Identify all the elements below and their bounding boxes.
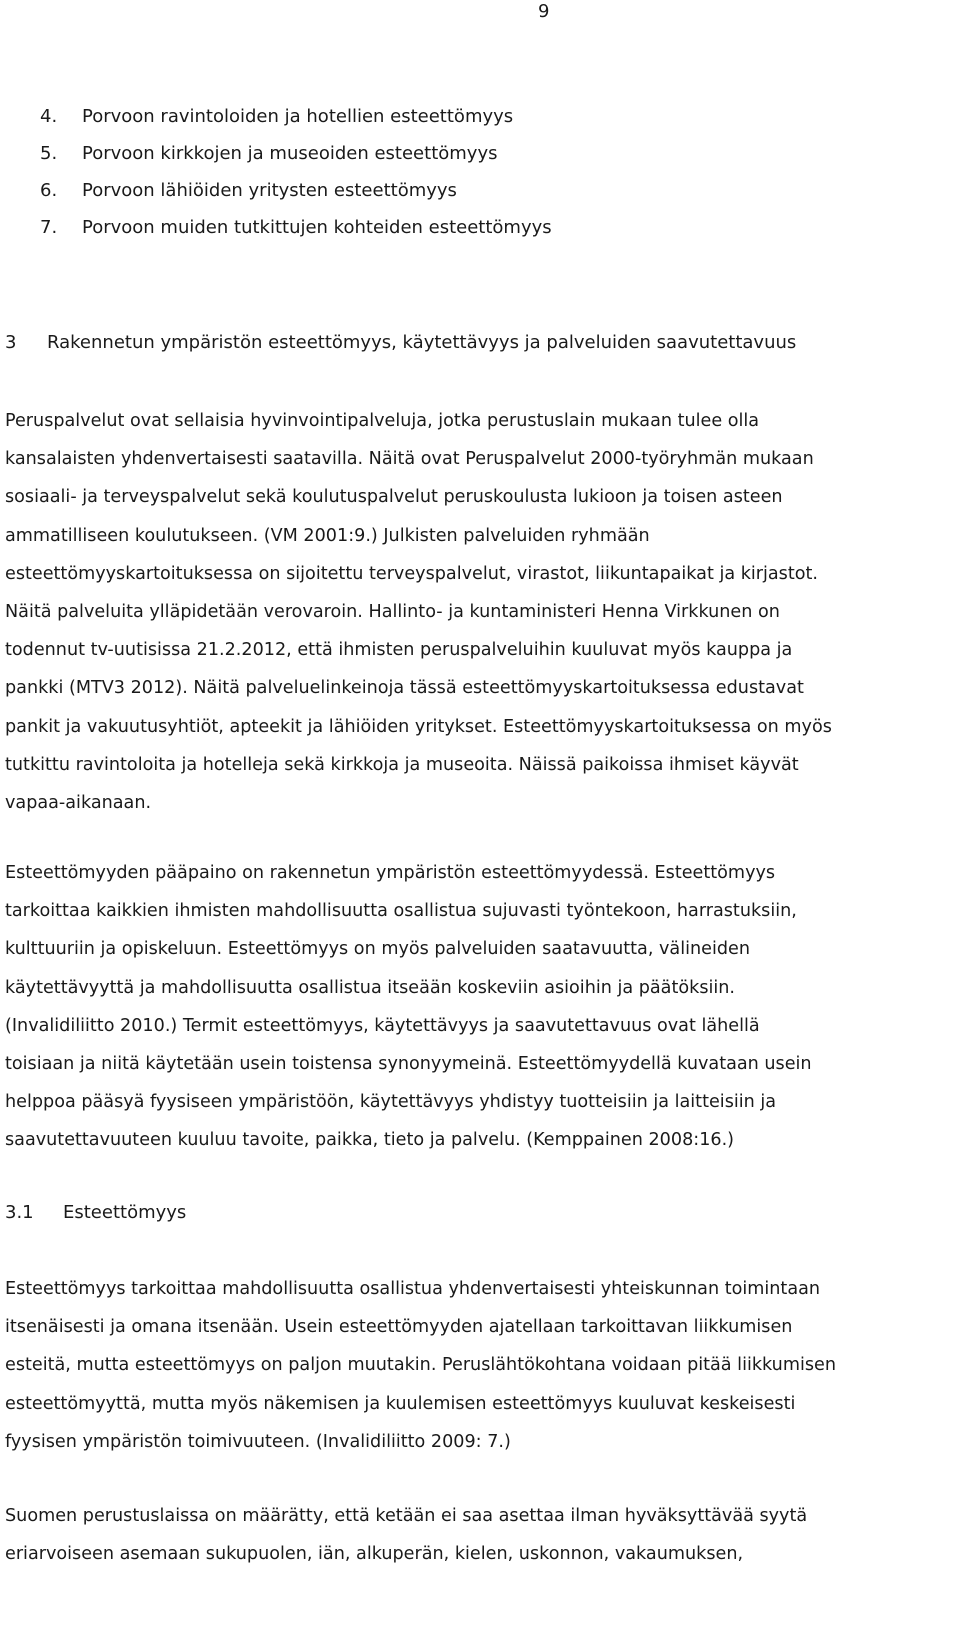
- section-3-1-heading: [5, 1200, 186, 1226]
- text-line: toisiaan ja niitä käytetään usein toistensa synonyymeinä. Esteettömyydellä kuvataan usein: [5, 1054, 812, 1075]
- text-line: esteettömyyskartoituksessa on sijoitettu terveyspalvelut, virastot, liikuntapaikat ja kirjastot.: [5, 563, 819, 584]
- paragraph-esteettomyys-tarkoittaa: [5, 1270, 960, 1461]
- list-item-text: Porvoon ravintoloiden ja hotellien esteettömyys: [82, 106, 514, 127]
- text-line: pankit ja vakuutusyhtiöt, apteekit ja lähiöiden yritykset. Esteettömyyskartoituksessa on myös: [5, 716, 832, 737]
- list-item: [40, 141, 552, 178]
- paragraph-perustuslaki: [5, 1497, 960, 1573]
- text-line: Näitä palveluita ylläpidetään verovaroin. Hallinto- ja kuntaministeri Henna Virkkunen on: [5, 602, 780, 623]
- text-line: saavutettavuuteen kuuluu tavoite, paikka, tieto ja palvelu. (Kemppainen 2008:16.): [5, 1130, 735, 1151]
- text-line: Esteettömyys tarkoittaa mahdollisuutta osallistua yhdenvertaisesti yhteiskunnan toimintaan: [5, 1279, 821, 1299]
- section-title: Rakennetun ympäristön esteettömyys, käytettävyys ja palveluiden saavutettavuus: [47, 332, 797, 353]
- list-item-text: Porvoon kirkkojen ja museoiden esteettömyys: [82, 143, 498, 164]
- text-line: pankki (MTV3 2012). Näitä palveluelinkeinoja tässä esteettömyyskartoituksessa edustavat: [5, 678, 804, 699]
- text-line: (Invalidiliitto 2010.) Termit esteettömyys, käytettävyys ja saavutettavuus ovat lähellä: [5, 1015, 760, 1036]
- list-item-number: 4.: [40, 106, 58, 127]
- list-item: [40, 104, 552, 141]
- text-line: kansalaisten yhdenvertaisesti saatavilla. Näitä ovat Peruspalvelut 2000-työryhmän mukaan: [5, 449, 814, 470]
- section-number: 3.1: [5, 1202, 34, 1223]
- text-line: todennut tv-uutisissa 21.2.2012, että ihmisten peruspalveluihin kuuluvat myös kauppa ja: [5, 640, 793, 661]
- text-line: helppoa pääsyä fyysiseen ympäristöön, käytettävyys yhdistyy tuotteisiin ja laitteisiin ja: [5, 1092, 777, 1113]
- paragraph-esteettomyyden-paapaino: [5, 854, 960, 1160]
- text-line: Suomen perustuslaissa on määrätty, että ketään ei saa asettaa ilman hyväksyttävää syytä: [5, 1506, 808, 1526]
- text-line: Esteettömyyden pääpaino on rakennetun ympäristön esteettömyydessä. Esteettömyys: [5, 863, 776, 883]
- list-item: [40, 178, 552, 215]
- section-3-heading: [5, 330, 796, 356]
- text-line: tutkittu ravintoloita ja hotelleja sekä kirkkoja ja museoita. Näissä paikoissa ihmiset käyvät: [5, 754, 799, 775]
- text-line: esteettömyyttä, mutta myös näkemisen ja kuulemisen esteettömyys kuuluvat keskeisesti: [5, 1393, 796, 1414]
- text-line: ammatilliseen koulutukseen. (VM 2001:9.) Julkisten palveluiden ryhmään: [5, 525, 650, 546]
- list-item: [40, 215, 552, 252]
- list-item-text: Porvoon lähiöiden yritysten esteettömyys: [82, 180, 457, 201]
- text-line: kulttuuriin ja opiskeluun. Esteettömyys on myös palveluiden saatavuutta, välineiden: [5, 939, 750, 960]
- text-line: tarkoittaa kaikkien ihmisten mahdollisuutta osallistua sujuvasti työntekoon, harrastuksiin,: [5, 901, 797, 922]
- text-line: vapaa-aikanaan.: [5, 793, 152, 814]
- list-item-text: Porvoon muiden tutkittujen kohteiden esteettömyys: [82, 217, 552, 238]
- text-line: esteitä, mutta esteettömyys on paljon muutakin. Peruslähtökohtana voidaan pitää liikkumisen: [5, 1355, 837, 1376]
- chapter-list: [40, 104, 552, 252]
- list-item-number: 6.: [40, 180, 58, 201]
- text-line: Peruspalvelut ovat sellaisia hyvinvointipalveluja, jotka perustuslain mukaan tulee olla: [5, 411, 760, 431]
- list-item-number: 5.: [40, 143, 58, 164]
- text-line: käytettävyyttä ja mahdollisuutta osallistua itseään koskeviin asioihin ja päätöksiin.: [5, 977, 736, 998]
- list-item-number: 7.: [40, 217, 58, 238]
- text-line: eriarvoiseen asemaan sukupuolen, iän, alkuperän, kielen, uskonnon, vakaumuksen,: [5, 1544, 744, 1565]
- paragraph-peruspalvelut: [5, 402, 960, 822]
- text-line: fyysisen ympäristön toimivuuteen. (Invalidiliitto 2009: 7.): [5, 1431, 511, 1452]
- section-number: 3: [5, 332, 17, 353]
- page-number: 9: [538, 1, 550, 22]
- section-title: Esteettömyys: [63, 1202, 187, 1223]
- text-line: sosiaali- ja terveyspalvelut sekä koulutuspalvelut peruskoulusta lukioon ja toisen asteen: [5, 487, 783, 508]
- text-line: itsenäisesti ja omana itsenään. Usein esteettömyyden ajatellaan tarkoittavan liikkumisen: [5, 1317, 793, 1338]
